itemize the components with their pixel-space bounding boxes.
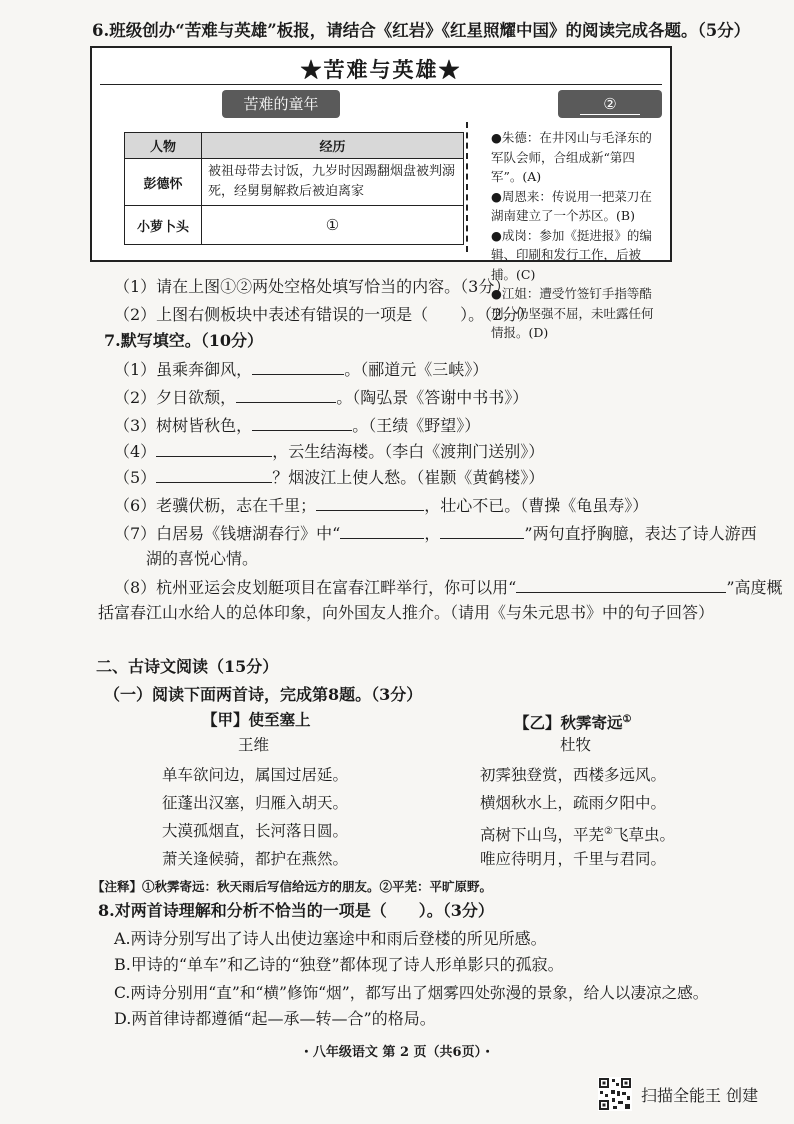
poem-b-line-text: 高树下山鸟，平芜 [480, 826, 605, 845]
qr-code-icon [598, 1077, 632, 1111]
answer-blank[interactable] [516, 576, 726, 593]
answer-blank[interactable] [156, 440, 272, 457]
q7-item-pre: （6）老骥伏枥，志在千里； [114, 496, 317, 515]
board-divider [100, 84, 662, 85]
q7-item8-text: （8）杭州亚运会皮划艇项目在富春江畔举行，你可以用“ [114, 578, 517, 597]
table-cell-blank: ① [202, 206, 464, 245]
poem-b-line: 唯应待明月，千里与君同。 [480, 850, 667, 868]
q7-item [114, 440, 544, 463]
poem-b-author: 杜牧 [560, 736, 592, 754]
answer-blank[interactable] [440, 522, 524, 539]
section2-header: 二、古诗文阅读（15分） [96, 657, 279, 676]
q7-item-pre: （4） [114, 442, 157, 461]
q7-item-post: 。（陶弘景《答谢中书书》） [336, 388, 529, 407]
poem-a-line: 单车欲问边，属国过居延。 [162, 766, 349, 784]
board-title: ★苦难与英雄★ [300, 57, 462, 82]
poem-a-line: 大漠孤烟直，长河落日圆。 [162, 822, 349, 840]
poem-a-line: 萧关逢候骑，都护在燕然。 [162, 850, 349, 868]
q7-item8-cont: 括富春江山水给人的总体印象，向外国友人推介。（请用《与朱元思书》中的句子回答） [98, 603, 715, 622]
q7-item8-text: ”高度概 [726, 578, 783, 597]
poem-b-line: 横烟秋水上，疏雨夕阳中。 [480, 794, 667, 812]
poem-b-line: 初霁独登赏，西楼多远风。 [480, 766, 667, 784]
table-cell-experience: 被祖母带去讨饭，九岁时因踢翻烟盘被判溺死，经舅舅解救后被迫离家 [202, 159, 464, 206]
footnote-marker: ① [622, 714, 632, 725]
q7-item [114, 466, 544, 489]
answer-blank[interactable] [156, 466, 272, 483]
poem-a-author: 王维 [238, 736, 270, 754]
table-row [125, 159, 464, 206]
answer-blank[interactable] [236, 386, 336, 403]
answer-blank[interactable] [252, 358, 344, 375]
poem-b-line-text: 飞草虫。 [612, 826, 675, 845]
q8-option: C.两诗分别用“直”和“横”修饰“烟”，都写出了烟雾四处弥漫的景象，给人以凄凉之感。 [114, 984, 709, 1002]
answer-blank[interactable] [252, 414, 352, 431]
q7-item-post: ，壮心不已。（曹操《龟虽寿》） [424, 496, 649, 515]
q7-item-post: 。（郦道元《三峡》） [344, 360, 489, 379]
right-tag [558, 90, 662, 118]
right-tag-blank: ② [580, 94, 640, 115]
q8-option: D.两首律诗都遵循“起—承—转—合”的格局。 [114, 1009, 436, 1028]
q7-item [114, 358, 488, 381]
q8-header: 8.对两首诗理解和分析不恰当的一项是（ ）。（3分） [98, 901, 494, 920]
q7-item7-cont: 湖的喜悦心情。 [146, 549, 259, 568]
q7-item-post: 。（王绩《野望》） [352, 416, 481, 435]
q8-option: A.两诗分别写出了诗人出使边塞途中和雨后登楼的所见所感。 [114, 929, 547, 948]
hero-table [124, 132, 464, 245]
q6-header: 6.班级创办“苦难与英雄”板报，请结合《红岩》《红星照耀中国》的阅读完成各题。（5分） [92, 21, 751, 40]
q7-header: 7.默写填空。（10分） [104, 331, 263, 350]
q6-sub1: （1）请在上图①②两处空格处填写恰当的内容。（3分） [114, 277, 511, 296]
page-footer: ・八年级语文 第 2 页（共6页）・ [299, 1045, 495, 1060]
list-item: ●周恩来：传说用一把菜刀在湖南建立了一个苏区。(B) [491, 188, 652, 223]
q7-item-post: ？烟波江上使人愁。（崔颢《黄鹤楼》） [272, 468, 545, 487]
poem-b-line [480, 818, 675, 849]
poem-a-title: 【甲】使至塞上 [202, 710, 311, 729]
table-header-row [125, 133, 464, 159]
list-item: ●江姐：遭受竹签钉手指等酷刑，仍坚强不屈，未吐露任何情报。(D) [491, 286, 654, 340]
q7-item7-comma: ， [424, 524, 441, 543]
q7-item-pre: （2）夕日欲颓， [114, 388, 237, 407]
list-item: ●朱德：在井冈山与毛泽东的军队会师，合组成新“第四军”。(A) [491, 130, 652, 184]
q7-item-pre: （1）虽乘奔御风， [114, 360, 253, 379]
q7-item-post: ，云生结海楼。（李白《渡荆门送别》） [272, 442, 545, 461]
answer-blank[interactable] [316, 494, 424, 511]
poem-b-title-text: 【乙】秋霁寄远 [514, 713, 623, 733]
table-cell-person: 彭德怀 [125, 159, 202, 206]
left-tag: 苦难的童年 [222, 90, 340, 118]
poem-a-line: 征蓬出汉塞，归雁入胡天。 [162, 794, 349, 812]
annotation-note: 【注释】①秋霁寄远：秋天雨后写信给远方的朋友。②平芜：平旷原野。 [92, 879, 493, 894]
q7-item7-text: ”两句直抒胸臆，表达了诗人游西 [524, 524, 757, 543]
q7-item-7 [114, 522, 757, 545]
q8-option: B.甲诗的“单车”和乙诗的“独登”都体现了诗人形单影只的孤寂。 [114, 955, 564, 974]
footnote-marker: ② [604, 826, 613, 837]
scanner-watermark: 扫描全能王 创建 [641, 1086, 759, 1105]
table-cell-person: 小萝卜头 [125, 206, 202, 245]
q7-item [114, 386, 528, 409]
dashed-divider [466, 122, 468, 252]
q7-item-pre: （3）树树皆秋色， [114, 416, 253, 435]
q7-item [114, 414, 480, 437]
q6-sub2: （2）上图右侧板块中表述有错误的一项是（ ）。（2分） [114, 305, 535, 324]
table-header-cell: 人物 [125, 133, 202, 159]
q7-item-8 [114, 576, 783, 599]
q7-item [114, 494, 648, 517]
answer-blank[interactable] [340, 522, 424, 539]
section2-sub: （一）阅读下面两首诗，完成第8题。（3分） [104, 685, 423, 704]
q7-item7-text: （7）白居易《钱塘湖春行》中“ [114, 524, 341, 543]
table-row [125, 206, 464, 245]
list-item: ●成岗：参加《挺进报》的编辑、印刷和发行工作，后被捕。(C) [491, 227, 652, 282]
q7-item-pre: （5） [114, 468, 157, 487]
table-header-cell: 经历 [202, 133, 464, 159]
